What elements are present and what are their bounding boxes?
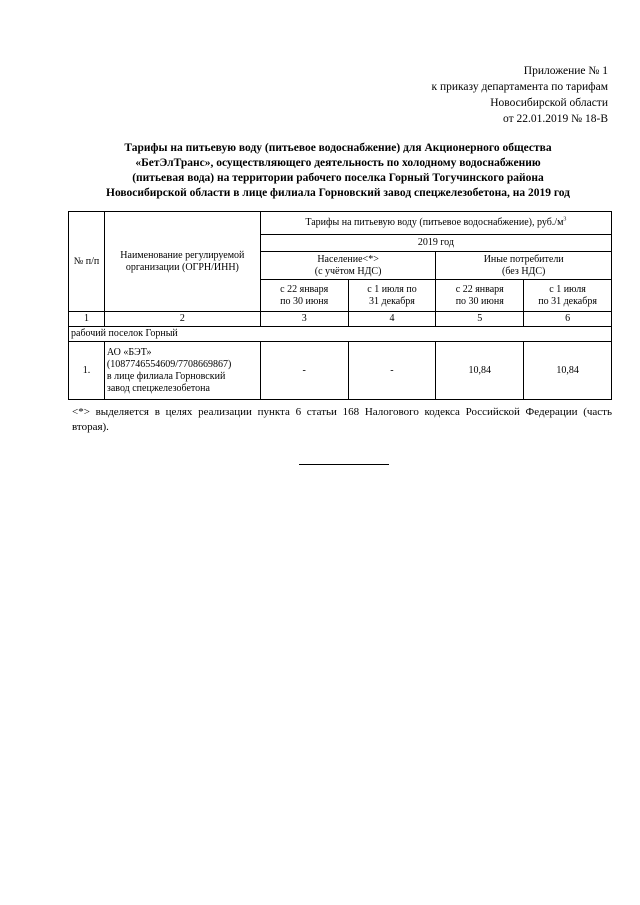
header-period-cell xyxy=(524,280,612,312)
header-period-cell xyxy=(436,280,524,312)
row-organization-cell xyxy=(104,342,260,400)
appendix-line: Новосибирской области xyxy=(490,97,608,109)
header-tariff-superscript: 3 xyxy=(563,216,567,223)
header-organization-cell: Наименование регулируемой организации (ОГРН/ИНН) xyxy=(104,212,260,312)
title-line: Тарифы на питьевую воду (питьевое водоснабжение) для Акционерного общества xyxy=(124,142,552,154)
column-number-cell: 6 xyxy=(524,312,612,327)
title-line: Новосибирской области в лице филиала Горновский завод спецжелезобетона, на 2019 год xyxy=(106,187,570,199)
header-other-line: (без НДС) xyxy=(502,265,546,277)
organization-line: завод спецжелезобетона xyxy=(106,382,210,394)
organization-line: (1087746554609/7708669867) xyxy=(106,358,232,370)
footnote: <*> выделяется в целях реализации пункта 6 статьи 168 Налогового кодекса Российской Федерации (часть вторая). xyxy=(72,406,612,433)
row-number-cell: 1. xyxy=(69,342,105,400)
column-number-cell: 4 xyxy=(348,312,436,327)
period-line: с 22 января xyxy=(455,283,504,295)
document-title xyxy=(64,141,612,201)
header-other-consumers-cell xyxy=(436,252,612,280)
header-population-cell xyxy=(260,252,436,280)
header-population-line: Население<*> xyxy=(317,253,379,265)
tariff-table xyxy=(68,211,612,400)
appendix-line: Приложение № 1 xyxy=(523,65,608,77)
header-period-cell xyxy=(348,280,436,312)
organization-line: АО «БЭТ» xyxy=(106,346,152,358)
appendix-header xyxy=(431,63,608,127)
column-number-cell: 5 xyxy=(436,312,524,327)
period-line: по 31 декабря xyxy=(538,295,597,307)
header-number-cell: № п/п xyxy=(69,212,105,312)
header-tariff-cell xyxy=(260,212,611,235)
period-line: с 1 июля xyxy=(549,283,586,295)
header-period-cell xyxy=(260,280,348,312)
header-tariff-text: Тарифы на питьевую воду (питьевое водоснабжение), руб./м xyxy=(305,217,564,228)
tariff-value-cell: - xyxy=(260,342,348,400)
title-line: (питьевая вода) на территории рабочего поселка Горный Тогучинского района xyxy=(132,172,544,184)
appendix-line: к приказу департамента по тарифам xyxy=(431,81,608,93)
organization-line: в лице филиала Горновский xyxy=(106,370,226,382)
period-line: с 1 июля по xyxy=(367,283,417,295)
tariff-value-cell: - xyxy=(348,342,436,400)
header-other-line: Иные потребители xyxy=(483,253,564,265)
period-line: с 22 января xyxy=(280,283,329,295)
column-number-cell: 2 xyxy=(104,312,260,327)
appendix-line: от 22.01.2019 № 18-В xyxy=(503,113,608,125)
tariff-value-cell: 10,84 xyxy=(524,342,612,400)
header-year-cell: 2019 год xyxy=(260,235,611,252)
section-row-cell: рабочий поселок Горный xyxy=(69,327,612,342)
period-line: по 30 июня xyxy=(455,295,504,307)
period-line: по 30 июня xyxy=(280,295,329,307)
closing-rule xyxy=(299,464,389,465)
tariff-value-cell: 10,84 xyxy=(436,342,524,400)
column-number-cell: 3 xyxy=(260,312,348,327)
header-population-line: (с учётом НДС) xyxy=(314,265,382,277)
column-number-cell: 1 xyxy=(69,312,105,327)
period-line: 31 декабря xyxy=(369,295,415,307)
title-line: «БетЭлТранс», осуществляющего деятельность по холодному водоснабжению xyxy=(135,157,541,169)
